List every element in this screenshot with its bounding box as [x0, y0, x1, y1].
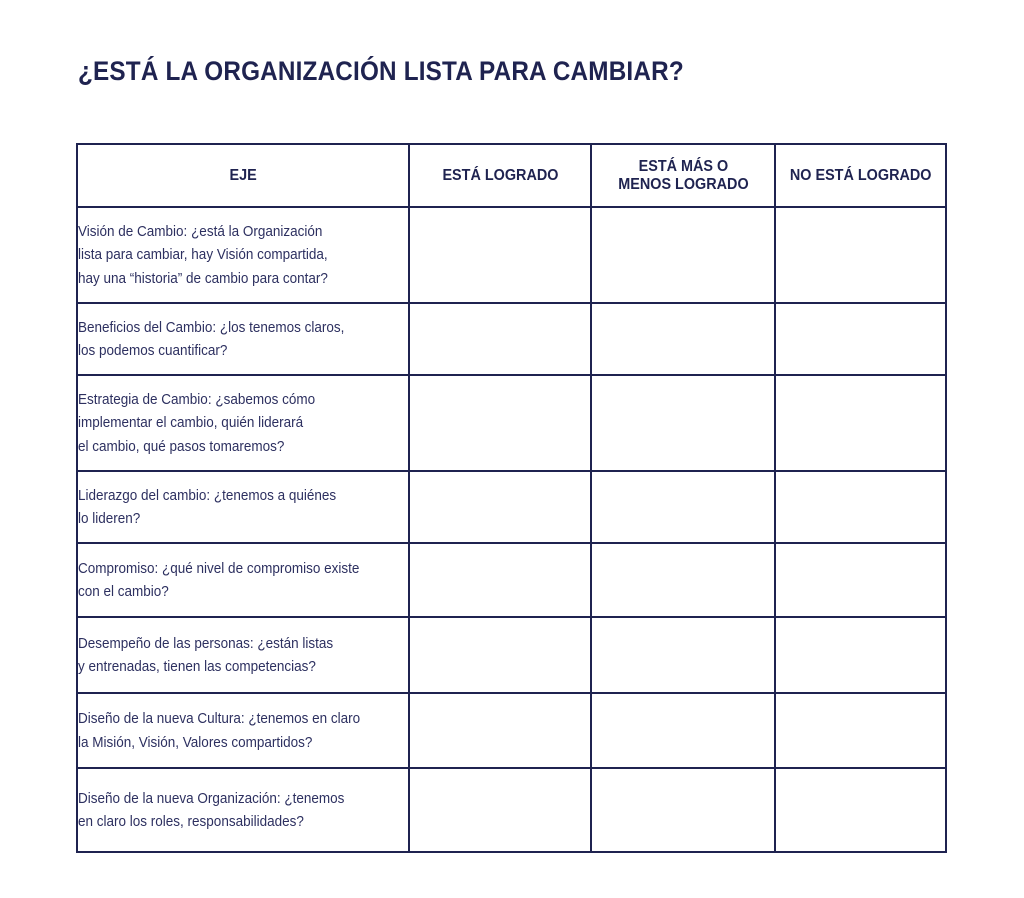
cell-mas-o-menos-logrado[interactable] — [591, 207, 775, 303]
header-no-esta-logrado: NO ESTÁ LOGRADO — [775, 144, 946, 207]
table-row — [77, 303, 946, 375]
cell-esta-logrado[interactable] — [409, 207, 591, 303]
cell-esta-logrado[interactable] — [409, 543, 591, 617]
cell-no-esta-logrado[interactable] — [775, 693, 946, 768]
cell-esta-logrado[interactable] — [409, 617, 591, 693]
axis-cell: Beneficios del Cambio: ¿los tenemos claros, los podemos cuantificar? — [77, 303, 409, 375]
axis-cell: Estrategia de Cambio: ¿sabemos cómo implementar el cambio, quién liderará el cambio, qué pasos tomaremos? — [77, 375, 409, 471]
cell-no-esta-logrado[interactable] — [775, 617, 946, 693]
cell-esta-logrado[interactable] — [409, 768, 591, 852]
axis-cell: Desempeño de las personas: ¿están listas y entrenadas, tienen las competencias? — [77, 617, 409, 693]
header-mas-o-menos-logrado: ESTÁ MÁS O MENOS LOGRADO — [591, 144, 775, 207]
cell-no-esta-logrado[interactable] — [775, 543, 946, 617]
table-row — [77, 768, 946, 852]
cell-mas-o-menos-logrado[interactable] — [591, 617, 775, 693]
cell-no-esta-logrado[interactable] — [775, 375, 946, 471]
table-row — [77, 543, 946, 617]
header-row — [77, 144, 946, 207]
page-title: ¿ESTÁ LA ORGANIZACIÓN LISTA PARA CAMBIAR? — [78, 56, 684, 86]
cell-mas-o-menos-logrado[interactable] — [591, 768, 775, 852]
table-row — [77, 693, 946, 768]
axis-cell: Compromiso: ¿qué nivel de compromiso existe con el cambio? — [77, 543, 409, 617]
cell-esta-logrado[interactable] — [409, 693, 591, 768]
header-eje: EJE — [77, 144, 409, 207]
table-row — [77, 207, 946, 303]
table-row — [77, 375, 946, 471]
assessment-table — [76, 143, 947, 853]
cell-no-esta-logrado[interactable] — [775, 303, 946, 375]
axis-cell: Liderazgo del cambio: ¿tenemos a quiénes lo lideren? — [77, 471, 409, 543]
header-esta-logrado: ESTÁ LOGRADO — [409, 144, 591, 207]
cell-mas-o-menos-logrado[interactable] — [591, 693, 775, 768]
cell-no-esta-logrado[interactable] — [775, 471, 946, 543]
cell-no-esta-logrado[interactable] — [775, 207, 946, 303]
axis-cell: Diseño de la nueva Organización: ¿tenemos en claro los roles, responsabilidades? — [77, 768, 409, 852]
table-row — [77, 617, 946, 693]
table-row — [77, 471, 946, 543]
cell-esta-logrado[interactable] — [409, 471, 591, 543]
cell-esta-logrado[interactable] — [409, 303, 591, 375]
cell-mas-o-menos-logrado[interactable] — [591, 375, 775, 471]
axis-cell: Visión de Cambio: ¿está la Organización lista para cambiar, hay Visión compartida, hay una “historia” de cambio para contar? — [77, 207, 409, 303]
axis-cell: Diseño de la nueva Cultura: ¿tenemos en claro la Misión, Visión, Valores compartidos? — [77, 693, 409, 768]
cell-mas-o-menos-logrado[interactable] — [591, 543, 775, 617]
cell-mas-o-menos-logrado[interactable] — [591, 471, 775, 543]
cell-esta-logrado[interactable] — [409, 375, 591, 471]
cell-mas-o-menos-logrado[interactable] — [591, 303, 775, 375]
cell-no-esta-logrado[interactable] — [775, 768, 946, 852]
